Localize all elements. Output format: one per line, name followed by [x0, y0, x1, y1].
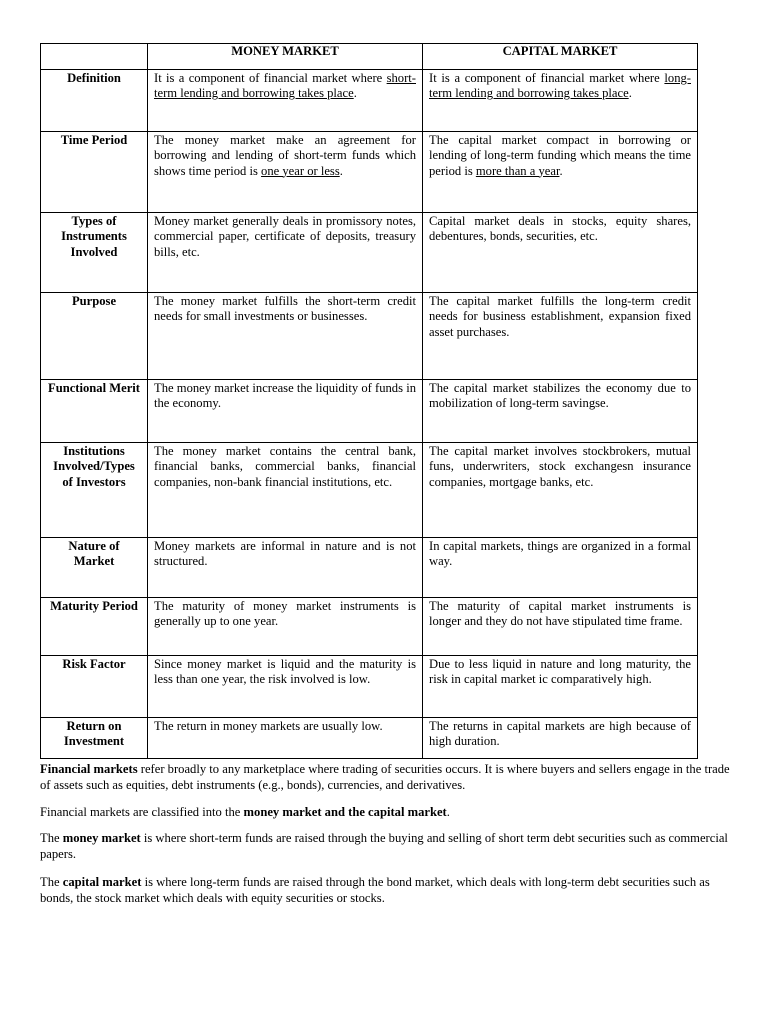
row-label: Purpose: [41, 293, 148, 380]
row-label: Types of Instruments Involved: [41, 213, 148, 293]
paragraph-text: The: [40, 831, 63, 845]
paragraph-capital-market: [40, 874, 732, 906]
money-market-cell: [148, 718, 423, 759]
table-row: [41, 656, 698, 718]
money-market-cell: [148, 598, 423, 656]
paragraph-classification: [40, 804, 732, 820]
money-market-cell: [148, 70, 423, 132]
money-market-cell: [148, 443, 423, 538]
table-row: [41, 293, 698, 380]
cell-text: The maturity of capital market instruments is longer and they do not have stipulated time frame.: [429, 599, 691, 629]
cell-text: The money market fulfills the short-term credit needs for small investments or businesses.: [154, 294, 416, 324]
table-row: [41, 718, 698, 759]
cell-underlined-text: more than a year: [475, 163, 560, 178]
header-money-market: MONEY MARKET: [148, 44, 423, 70]
money-market-cell: [148, 538, 423, 598]
cell-text: The returns in capital markets are high because of high duration.: [429, 719, 691, 749]
table-row: [41, 598, 698, 656]
capital-market-cell: [423, 443, 698, 538]
cell-text-tail: .: [353, 86, 357, 101]
table-row: [41, 213, 698, 293]
capital-market-cell: [423, 656, 698, 718]
row-label: Risk Factor: [41, 656, 148, 718]
cell-text: In capital markets, things are organized in a formal way.: [429, 539, 691, 569]
cell-text: The maturity of money market instruments is generally up to one year.: [154, 599, 416, 629]
capital-market-cell: [423, 213, 698, 293]
cell-text: The capital market compact in borrowing or lending of long-term funding which means the time period is: [429, 133, 691, 178]
row-label: Time Period: [41, 132, 148, 213]
row-label: Maturity Period: [41, 598, 148, 656]
cell-text: Due to less liquid in nature and long maturity, the risk in capital market ic comparatively high.: [429, 657, 691, 687]
money-market-cell: [148, 132, 423, 213]
comparison-table: [40, 43, 698, 759]
paragraph-financial-markets: [40, 761, 732, 793]
cell-text-tail: .: [628, 86, 632, 101]
paragraph-bold-lead: Financial markets: [40, 762, 138, 776]
capital-market-cell: [423, 718, 698, 759]
cell-text: The capital market involves stockbrokers, mutual funs, underwriters, stock exchangesn insurance companies, mortgage banks, etc.: [429, 444, 691, 489]
header-empty: [41, 44, 148, 70]
paragraph-text: refer broadly to any marketplace where trading of securities occurs. It is where buyers and sellers engage in the trade of assets such as equities, debt instruments (e.g., bonds), currencies, and derivatives.: [40, 762, 730, 792]
table-row: [41, 443, 698, 538]
cell-text: The money market increase the liquidity of funds in the economy.: [154, 381, 416, 411]
cell-text: The money market contains the central bank, financial banks, commercial banks, financial companies, non-bank financial institutions, etc.: [154, 444, 416, 489]
capital-market-cell: [423, 293, 698, 380]
header-row: [41, 44, 698, 70]
cell-text: The capital market stabilizes the economy due to mobilization of long-term savingse.: [429, 381, 691, 411]
cell-text: Money markets are informal in nature and is not structured.: [154, 539, 416, 569]
cell-text: Capital market deals in stocks, equity shares, debentures, bonds, securities, etc.: [429, 214, 691, 244]
row-label: Institutions Involved/Types of Investors: [41, 443, 148, 538]
table-row: [41, 132, 698, 213]
cell-text: The return in money markets are usually low.: [154, 719, 383, 733]
paragraph-money-market: [40, 830, 732, 862]
money-market-cell: [148, 293, 423, 380]
paragraph-bold: money market: [62, 831, 141, 845]
row-label: Definition: [41, 70, 148, 132]
cell-underlined-text: short-term lending and borrowing takes place: [154, 71, 416, 101]
cell-text-tail: .: [559, 163, 563, 178]
cell-underlined-text: long-term lending and borrowing takes place: [429, 71, 691, 101]
header-capital-market: CAPITAL MARKET: [423, 44, 698, 70]
table-row: [41, 70, 698, 132]
paragraph-text: The: [40, 875, 63, 889]
capital-market-cell: [423, 538, 698, 598]
cell-text-tail: .: [339, 163, 343, 178]
capital-market-cell: [423, 380, 698, 443]
cell-text: Since money market is liquid and the maturity is less than one year, the risk involved is low.: [154, 657, 416, 687]
row-label: Return on Investment: [41, 718, 148, 759]
row-label: Nature of Market: [41, 538, 148, 598]
cell-text: It is a component of financial market where: [429, 71, 665, 85]
cell-text: The money market make an agreement for borrowing and lending of short-term funds which shows time period is: [154, 133, 416, 178]
money-market-cell: [148, 656, 423, 718]
cell-text: It is a component of financial market where: [154, 71, 387, 85]
paragraph-bold: capital market: [62, 875, 142, 889]
capital-market-cell: [423, 70, 698, 132]
capital-market-cell: [423, 598, 698, 656]
cell-text: The capital market fulfills the long-term credit needs for business establishment, expansion fixed asset purchases.: [429, 294, 691, 339]
paragraph-text-tail: is where short-term funds are raised through the buying and selling of short term debt securities such as commercial papers.: [40, 831, 728, 861]
table-row: [41, 380, 698, 443]
capital-market-cell: [423, 132, 698, 213]
table-body: [41, 70, 698, 759]
paragraph-text-tail: .: [446, 805, 450, 819]
row-label: Functional Merit: [41, 380, 148, 443]
paragraph-text-tail: is where long-term funds are raised through the bond market, which deals with long-term debt securities such as bonds, the stock market which deals with equity securities or stocks.: [40, 875, 710, 905]
cell-text: Money market generally deals in promissory notes, commercial paper, certificate of deposits, treasury bills, etc.: [154, 214, 416, 259]
money-market-cell: [148, 380, 423, 443]
money-market-cell: [148, 213, 423, 293]
paragraph-text: Financial markets are classified into the: [40, 805, 244, 819]
cell-underlined-text: one year or less: [261, 163, 340, 178]
paragraph-bold: money market and the capital market: [243, 805, 447, 819]
table-row: [41, 538, 698, 598]
